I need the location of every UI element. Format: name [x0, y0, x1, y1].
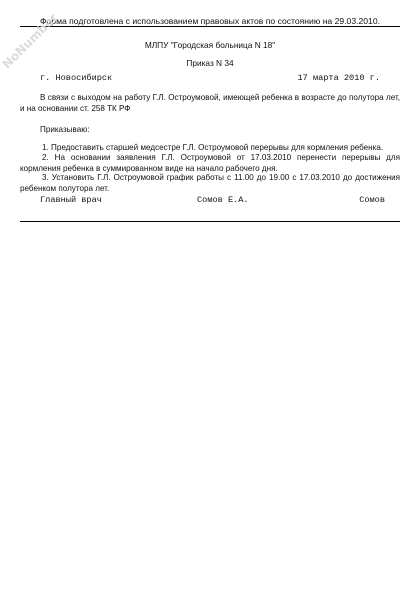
document-place: г. Новосибирск: [40, 73, 113, 83]
signature-position: Главный врач: [40, 195, 102, 205]
order-item-3: 3. Установить Г.Л. Остроумовой график работы с 11.00 до 19.00 с 17.03.2010 до достижения ребенком полутора лет.: [20, 173, 400, 193]
place-date-line: [40, 73, 380, 83]
order-item-2: 2. На основании заявления Г.Л. Остроумовой от 17.03.2010 перенести перерывы для кормления ребенка в суммированном виде на начало рабочего дня.: [20, 153, 400, 173]
signature-line: [40, 195, 385, 205]
signature-short: Сомов: [359, 195, 385, 205]
intro-paragraph: В связи с выходом на работу Г.Л. Остроумовой, имеющей ребенка в возрасте до полутора лет, и на основании ст. 258 ТК РФ: [20, 93, 400, 113]
order-word: Приказываю:: [40, 125, 90, 134]
watermark: NoNumber: [0, 10, 61, 72]
form-preparation-note: Форма подготовлена с использованием правовых актов по состоянию на 29.03.2010.: [39, 16, 380, 26]
header-divider: [20, 26, 400, 27]
signature-name: Сомов Е.А.: [197, 195, 249, 205]
document-title: Приказ N 34: [186, 58, 234, 68]
organization-name: МЛПУ "Городская больница N 18": [144, 40, 276, 50]
order-item-1: 1. Предоставить старшей медсестре Г.Л. Остроумовой перерывы для кормления ребенка.: [42, 143, 384, 152]
document-date: 17 марта 2010 г.: [297, 73, 380, 83]
footer-divider: [20, 221, 400, 222]
